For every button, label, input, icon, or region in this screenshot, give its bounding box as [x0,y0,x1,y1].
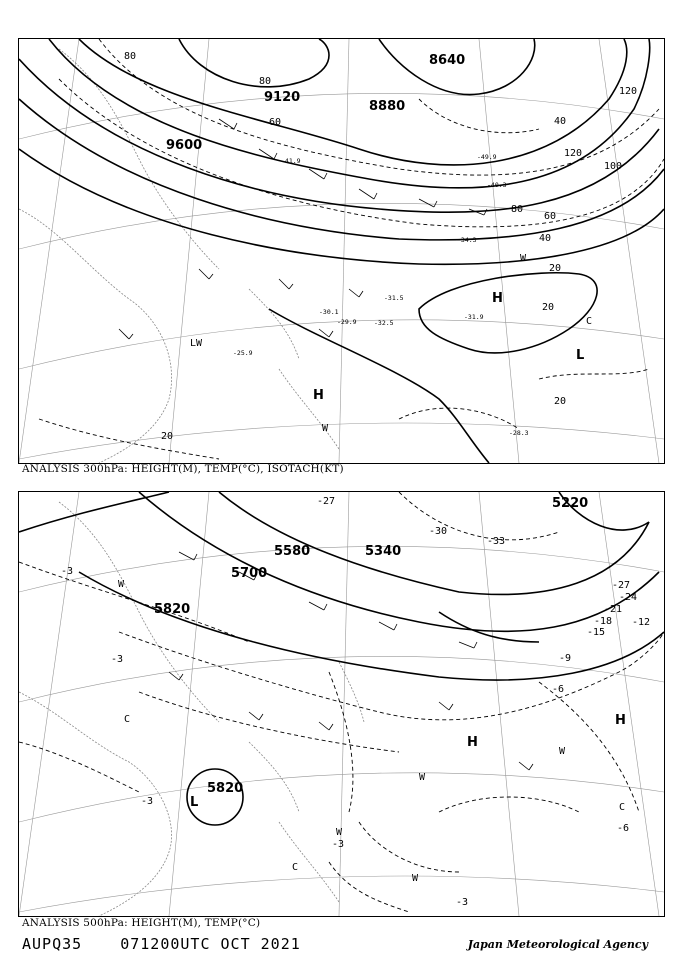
isotach-label: 60 [544,211,557,222]
temp-label: -3 [456,897,469,908]
map-300hpa-svg [19,39,664,463]
cold-center: C [586,316,593,327]
temp-label: -3 [141,796,154,807]
coastlines [19,49,339,463]
temp-label: -27 [612,580,631,591]
temp-label: -21 [604,604,623,615]
warm-center: W [118,579,125,590]
height-label-5700: 5700 [231,566,268,581]
isotach-label: 80 [259,76,272,87]
height-label-8880: 8880 [369,99,406,114]
temp-label: -27 [317,496,336,507]
isotach-label: 60 [269,117,282,128]
temp-label: -12 [632,617,651,628]
temp-label: -31.5 [384,294,404,302]
agency-credit: Japan Meteorological Agency [467,938,648,951]
temp-label: -6 [552,684,565,695]
temp-label: -18 [594,616,613,627]
caption-500hpa: ANALYSIS 500hPa: HEIGHT(M), TEMP(°C) [22,917,261,929]
temp-label: -40.3 [487,181,507,189]
chart-id-line [22,935,329,953]
height-label-5820: 5820 [207,781,244,796]
high-center: H [615,713,626,728]
height-contours [19,492,664,680]
temp-label: -34.3 [457,236,477,244]
height-label-5580: 5580 [274,544,311,559]
low-center: L [576,348,585,363]
height-label-9600: 9600 [166,138,203,153]
temp-label: -28.3 [509,429,529,437]
temp-label: -9 [559,653,572,664]
isotach-label: 120 [619,86,638,97]
temp-label: -3 [61,566,74,577]
map-panel-500hpa [18,491,665,917]
temp-label: -24 [619,592,638,603]
height-label-9120: 9120 [264,90,301,105]
temp-label: -41.9 [281,157,301,165]
height-label-5340: 5340 [365,544,402,559]
map-500hpa-svg [19,492,664,916]
high-center: H [313,388,324,403]
graticule [19,492,664,916]
isotach-label: 20 [549,263,562,274]
cold-center: C [124,714,131,725]
warm-center: W [559,746,566,757]
temp-label: -15 [587,627,606,638]
isotach-label: 40 [539,233,552,244]
chart-time: 071200UTC OCT 2021 [120,935,301,953]
temp-label: -30.1 [319,308,339,316]
isotach-label: 20 [542,302,555,313]
temp-label: -49.9 [477,153,497,161]
cold-center: C [292,862,299,873]
isotach-label: 80 [124,51,137,62]
isotach-label: 120 [564,148,583,159]
map-panel-300hpa [18,38,665,464]
temp-label: -3 [111,654,124,665]
lowwarm-center: LW [190,338,203,349]
temp-label: -33 [487,536,506,547]
cold-center: C [619,802,626,813]
isotach-label: 20 [554,396,567,407]
warm-center: W [322,423,329,434]
isotach-label: 20 [161,431,174,442]
isotach-contours [39,39,664,459]
high-center: H [492,291,503,306]
isotach-label: 80 [511,204,524,215]
temp-label: -25.9 [233,349,253,357]
wind-barbs [169,552,533,770]
warm-center: W [419,772,426,783]
isotach-label: 40 [554,116,567,127]
height-label-5220: 5220 [552,496,589,511]
temp-label: -3 [332,839,345,850]
graticule [19,39,664,463]
temp-label: -30 [429,526,448,537]
temp-label: -31.9 [464,313,484,321]
warm-center: W [520,253,527,264]
temp-label: -32.5 [374,319,394,327]
warm-center: W [336,827,343,838]
caption-300hpa: ANALYSIS 300hPa: HEIGHT(M), TEMP(°C), ISOTACH(KT) [22,463,344,475]
coastlines [19,502,364,916]
low-center: L [190,795,199,810]
warm-center: W [412,873,419,884]
temp-label: -29.9 [337,318,357,326]
temp-label: -6 [617,823,630,834]
height-label-8640: 8640 [429,53,466,68]
chart-code: AUPQ35 [22,935,83,953]
height-label-5820: 5820 [154,602,191,617]
isotach-label: 100 [604,161,623,172]
high-center: H [467,735,478,750]
